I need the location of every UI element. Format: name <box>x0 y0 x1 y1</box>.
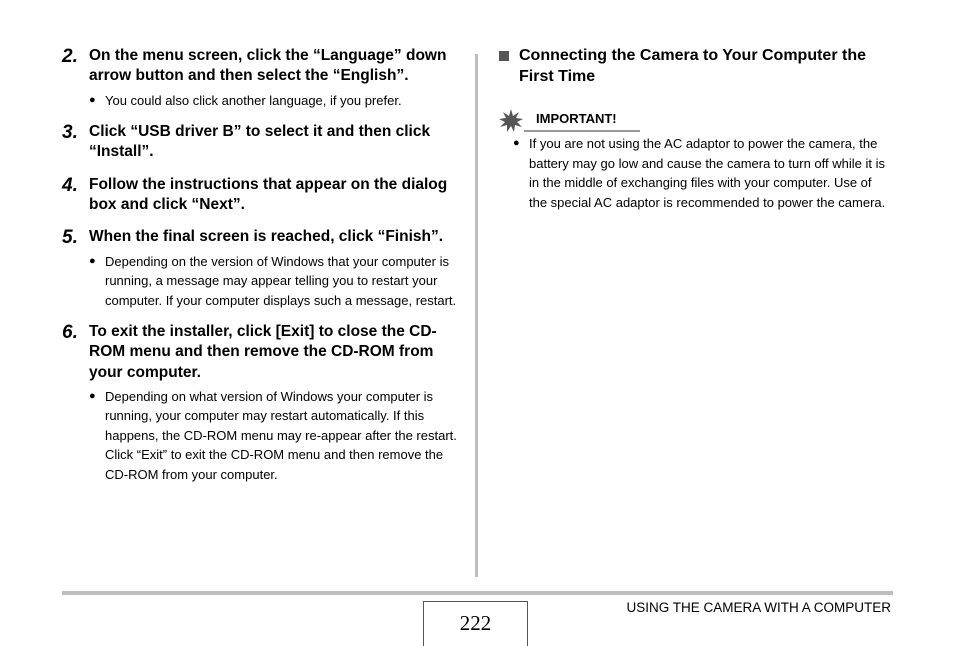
bullet-dot-icon: ● <box>89 93 96 106</box>
chapter-title: USING THE CAMERA WITH A COMPUTER <box>626 600 891 615</box>
step-text: Click “USB driver B” to select it and then click “Install”. <box>89 123 431 161</box>
step-number: 4. <box>62 174 78 196</box>
step-2 <box>62 46 462 110</box>
step-text: To exit the installer, click [Exit] to close the CD-ROM menu and then remove the CD-ROM from your computer. <box>89 323 437 381</box>
bullet-dot-icon: ● <box>89 389 96 402</box>
page-number: 222 <box>459 611 492 635</box>
bullet-dot-icon: ● <box>89 254 96 267</box>
steps-column <box>62 46 462 496</box>
important-callout <box>498 110 893 134</box>
footer-rule <box>62 591 893 595</box>
step-text: Follow the instructions that appear on the dialog box and click “Next”. <box>89 175 448 213</box>
step-text: On the menu screen, click the “Language” down arrow button and then select the “English”. <box>89 47 447 85</box>
step-number: 6. <box>62 322 78 344</box>
bullet-text: Depending on the version of Windows that your computer is running, a message may appear telling you to restart your computer. If your computer displays such a message, restart. <box>105 253 457 308</box>
step-6 <box>62 322 462 484</box>
step-number: 3. <box>62 122 78 144</box>
section-title: Connecting the Camera to Your Computer the First Time <box>519 47 866 85</box>
section-heading <box>498 46 893 87</box>
list-item <box>89 387 462 485</box>
list-item <box>498 134 887 212</box>
step-text: When the final screen is reached, click “Finish”. <box>89 228 444 246</box>
starburst-icon <box>499 109 523 133</box>
step-number: 5. <box>62 227 78 249</box>
list-item <box>89 252 462 311</box>
important-underline <box>524 130 640 132</box>
step-3 <box>62 122 462 163</box>
list-item <box>89 91 462 111</box>
step-5 <box>62 227 462 310</box>
column-divider <box>475 54 478 577</box>
square-icon <box>499 51 509 61</box>
page-number-box <box>423 601 528 646</box>
bullet-text: You could also click another language, if you prefer. <box>105 92 402 108</box>
important-label: IMPORTANT! <box>536 111 617 126</box>
step-4 <box>62 175 462 216</box>
bullet-text: If you are not using the AC adaptor to power the camera, the battery may go low and cause the camera to turn off while it is in the middle of exchanging files with your computer. Use of the special AC adaptor is recommended to power the camera. <box>529 136 886 210</box>
step-number: 2. <box>62 46 78 67</box>
section-column <box>498 46 893 212</box>
bullet-text: Depending on what version of Windows your computer is running, your computer may restart automatically. If this happens, the CD-ROM menu may re-appear after the restart. Click “Exit” to exit the CD-ROM menu and then remove the CD-ROM from your computer. <box>105 388 457 482</box>
bullet-dot-icon: ● <box>513 137 520 149</box>
